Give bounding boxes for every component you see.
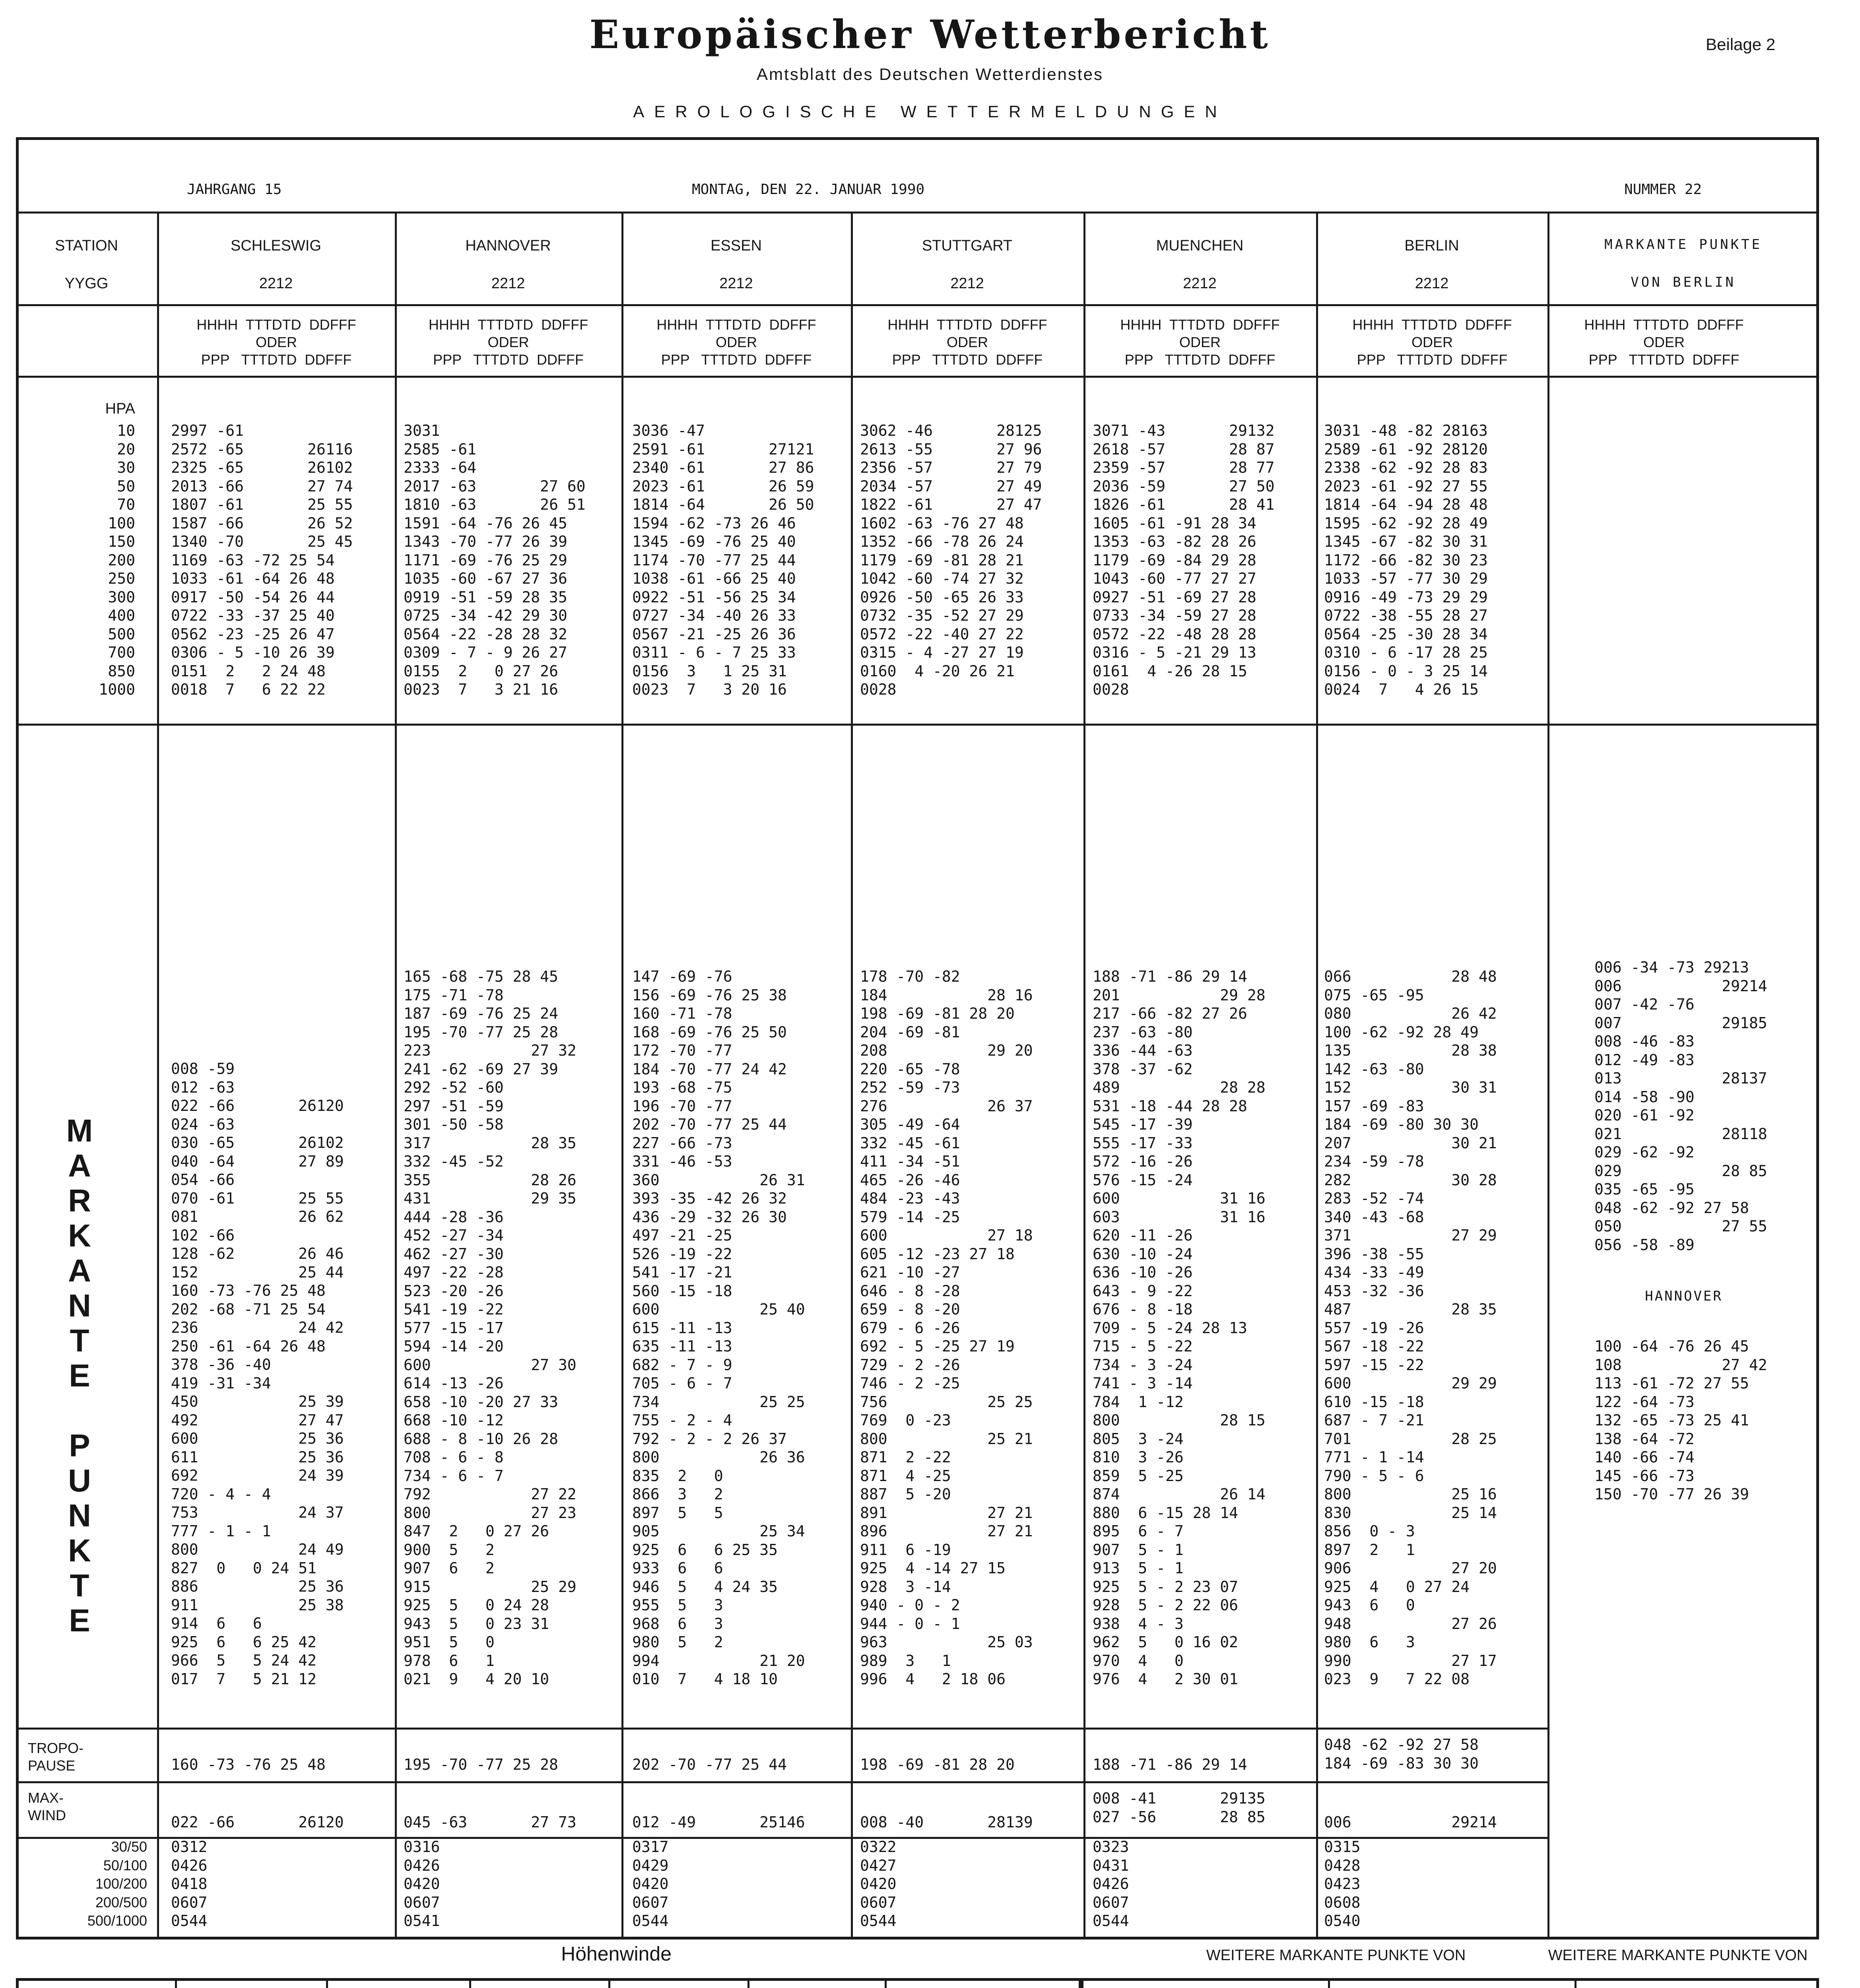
rule [1083,212,1085,1939]
maxwind-berlin: 006 29214 [1324,1813,1497,1831]
col-header: HHHH TTTDTD DDFFF ODER PPP TTTDTD DDFFF [428,316,588,368]
hoehenwinde-title: Höhenwinde [561,1943,672,1965]
maxwind-label: MAX- WIND [28,1790,66,1823]
station-name: MUENCHEN [1156,237,1244,254]
rule [395,212,397,1939]
col-header: HHHH TTTDTD DDFFF ODER PPP TTTDTD DDFFF [887,316,1047,368]
std-schleswig: 2997 -61 2572 -65 26116 2325 -65 26102 2013 -66 27 74 1807 -61 25 55 1587 -66 26 52 1340 -70 25 45 1169 -63 -72 25 54 1033 -61 -64 26 48 0917 -50 -54 26 44 0722 -33 -37 25 40 0562 -23 -25 26 47 0306 - 5 -10 26 39 0151 2 2 24 48 0018 7 6 22 22 [171,422,353,698]
rule [326,1978,328,1988]
std-muenchen: 3071 -43 29132 2618 -57 28 87 2359 -57 28 77 2036 -59 27 50 1826 -61 28 41 1605 -61 -91 28 34 1353 -63 -82 28 26 1179 -69 -84 29 28 1043 -60 -77 27 27 0927 -51 -69 27 28 0733 -34 -59 27 28 0572 -22 -48 28 28 0316 - 5 -21 29 13 0161 4 -26 28 15 0028 [1093,422,1275,698]
yygg-label: YYGG [64,275,109,292]
station-yygg: 2212 [491,275,525,292]
hannover-extra-label: HANNOVER [1645,1288,1723,1304]
rule [1547,212,1549,1939]
shear-stuttgart: 0322 0427 0420 0607 0544 [860,1838,897,1930]
station-yygg: 2212 [1415,275,1449,292]
markante-essen: 147 -69 -76 156 -69 -76 25 38 160 -71 -78 168 -69 -76 25 50 172 -70 -77 184 -70 -77 24 42 193 -68 -75 196 -70 -77 202 -70 -77 25 44 227 -66 -73 331 -46 -53 360 26 31 393 -35 -42 26 32 436 -29 -32 26 30 497 -21 -25 526 -19 -22 541 -17 -21 560 -15 -18 600 25 40 615 -11 -13 635 -11 -13 682 - 7 - 9 705 - 6 - 7 734 25 25 755 - 2 - 4 792 - 2 - 2 26 37 800 26 36 835 2 0 866 3 2 897 5 5 905 25 34 925 6 6 25 35 933 6 6 946 5 4 24 35 955 5 3 968 6 3 980 5 2 994 21 20 010 7 4 18 10 [632,968,805,1688]
hpa-levels: 10 20 30 50 70 100 150 200 250 300 400 500 700 850 1000 [99,422,135,698]
rule [621,212,623,1939]
markante-hannover: 165 -68 -75 28 45 175 -71 -78 187 -69 -76 25 24 195 -70 -77 25 28 223 27 32 241 -62 -69 27 39 292 -52 -60 297 -51 -59 301 -50 -58 317 28 35 332 -45 -52 355 28 26 431 29 35 444 -28 -36 452 -27 -34 462 -27 -30 497 -22 -28 523 -20 -26 541 -19 -22 577 -15 -17 594 -14 -20 600 27 30 614 -13 -26 658 -10 -20 27 33 668 -10 -12 688 - 8 -10 26 28 708 - 6 - 8 734 - 6 - 7 792 27 22 800 27 23 847 2 0 27 26 900 5 2 907 6 2 915 25 29 925 5 0 24 28 943 5 0 23 31 951 5 0 978 6 1 021 9 4 20 10 [404,968,577,1688]
station-name: MARKANTE PUNKTE [1604,237,1763,252]
shear-labels: 30/50 50/100 100/200 200/500 500/1000 [87,1839,147,1929]
weitere-table [1081,1978,1819,1988]
col-header: HHHH TTTDTD DDFFF ODER PPP TTTDTD DDFFF [1120,316,1280,368]
page-title: Europäischer Wetterbericht [589,12,1271,58]
rule [608,1978,610,1988]
shear-essen: 0317 0429 0420 0607 0544 [632,1838,669,1930]
maxwind-muenchen: 008 -41 29135 027 -56 28 85 [1093,1790,1266,1826]
tropo-schleswig: 160 -73 -76 25 48 [171,1756,326,1773]
station-name: STUTTGART [922,237,1013,254]
rule [747,1978,749,1988]
rule [1316,212,1318,1939]
rule [469,1978,471,1988]
rule [851,212,853,1939]
markante-muenchen: 188 -71 -86 29 14 201 29 28 217 -66 -82 27 26 237 -63 -80 336 -44 -63 378 -37 -62 489 28 28 531 -18 -44 28 28 545 -17 -39 555 -17 -33 572 -16 -26 576 -15 -24 600 31 16 603 31 16 620 -11 -26 630 -10 -24 636 -10 -26 643 - 9 -22 676 - 8 -18 709 - 5 -24 28 13 715 - 5 -22 734 - 3 -24 741 - 3 -14 784 1 -12 800 28 15 805 3 -24 810 3 -26 859 5 -25 874 26 14 880 6 -15 28 14 895 6 - 7 907 5 - 1 913 5 - 1 925 5 - 2 23 07 928 5 - 2 22 06 938 4 - 3 962 5 0 16 02 970 4 0 976 4 2 30 01 [1093,968,1266,1688]
rule [175,1978,177,1988]
tropo-essen: 202 -70 -77 25 44 [632,1756,787,1773]
markante-schleswig: 008 -59 012 -63 022 -66 26120 024 -63 030 -65 26102 040 -64 27 89 054 -66 070 -61 25 55 081 26 62 102 -66 128 -62 26 46 152 25 44 160 -73 -76 25 48 202 -68 -71 25 54 236 24 42 250 -61 -64 26 48 378 -36 -40 419 -31 -34 450 25 39 492 27 47 600 25 36 611 25 36 692 24 39 720 - 4 - 4 753 24 37 777 - 1 - 1 800 24 49 827 0 0 24 51 886 25 36 911 25 38 914 6 6 925 6 6 25 42 966 5 5 24 42 017 7 5 21 12 [171,1060,344,1688]
station-label: STATION [54,237,118,254]
markante-hannover-extra: 100 -64 -76 26 45 108 27 42 113 -61 -72 27 55 122 -64 -73 132 -65 -73 25 41 138 -64 -72 140 -66 -74 145 -66 -73 150 -70 -77 26 39 [1594,1338,1767,1503]
markante-von-berlin: 006 -34 -73 29213 006 29214 007 -42 -76 007 29185 008 -46 -83 012 -49 -83 013 28137 014 -58 -90 020 -61 -92 021 28118 029 -62 -92 029 28 85 035 -65 -95 048 -62 -92 27 58 050 27 55 056 -58 -89 [1594,959,1767,1254]
station-name: ESSEN [711,237,762,254]
maxwind-stuttgart: 008 -40 28139 [860,1813,1033,1831]
jahrgang-label: JAHRGANG 15 [187,181,282,198]
weitere-title-right: WEITERE MARKANTE PUNKTE VON [1548,1947,1808,1964]
std-hannover: 3031 2585 -61 2333 -64 2017 -63 27 60 1810 -63 26 51 1591 -64 -76 26 45 1343 -70 -77 26 39 1171 -69 -76 25 29 1035 -60 -67 27 36 0919 -51 -59 28 35 0725 -34 -42 29 30 0564 -22 -28 28 32 0309 - 7 - 9 26 27 0155 2 0 27 26 0023 7 3 21 16 [404,422,586,698]
station-yygg: VON BERLIN [1631,274,1736,290]
station-name: SCHLESWIG [230,237,322,254]
maxwind-schleswig: 022 -66 26120 [171,1813,344,1831]
shear-hannover: 0316 0426 0420 0607 0541 [404,1838,440,1930]
hpa-label: HPA [105,400,135,417]
station-yygg: 2212 [719,275,753,292]
station-yygg: 2212 [259,275,293,292]
markante-punkte-label: M A R K A N T E P U N K T E [66,1113,93,1638]
page-subtitle: Amtsblatt des Deutschen Wetterdienstes [757,65,1103,83]
col-header: HHHH TTTDTD DDFFF ODER PPP TTTDTD DDFFF [656,316,816,368]
weitere-title-left: WEITERE MARKANTE PUNKTE VON [1206,1947,1466,1964]
shear-berlin: 0315 0428 0423 0608 0540 [1324,1838,1361,1930]
rule [157,212,159,1939]
rule [1081,1978,1083,1988]
rule [1575,1978,1577,1988]
tropopause-label: TROPO- PAUSE [28,1740,83,1774]
tropo-hannover: 195 -70 -77 25 28 [404,1756,558,1773]
station-name: BERLIN [1404,237,1459,254]
markante-berlin: 066 28 48 075 -65 -95 080 26 42 100 -62 -92 28 49 135 28 38 142 -63 -80 152 30 31 157 -69 -83 184 -69 -80 30 30 207 30 21 234 -59 -78 282 30 28 283 -52 -74 340 -43 -68 371 27 29 396 -38 -55 434 -33 -49 453 -32 -36 487 28 35 557 -19 -26 567 -18 -22 597 -15 -22 600 29 29 610 -15 -18 687 - 7 -21 701 28 25 771 - 1 -14 790 - 5 - 6 800 25 16 830 25 14 856 0 - 3 897 2 1 906 27 20 925 4 0 27 24 943 6 0 948 27 26 980 6 3 990 27 17 023 9 7 22 08 [1324,968,1497,1688]
std-stuttgart: 3062 -46 28125 2613 -55 27 96 2356 -57 27 79 2034 -57 27 49 1822 -61 27 47 1602 -63 -76 27 48 1352 -66 -78 26 24 1179 -69 -81 28 21 1042 -60 -74 27 32 0926 -50 -65 26 33 0732 -35 -52 27 29 0572 -22 -40 27 22 0315 - 4 -27 27 19 0160 4 -20 26 21 0028 [860,422,1042,698]
station-name: HANNOVER [465,237,551,254]
maxwind-essen: 012 -49 25146 [632,1813,805,1831]
nummer-label: NUMMER 22 [1624,181,1702,198]
shear-schleswig: 0312 0426 0418 0607 0544 [171,1838,208,1930]
tropo-stuttgart: 198 -69 -81 28 20 [860,1756,1015,1773]
maxwind-hannover: 045 -63 27 73 [404,1813,577,1831]
col-header: HHHH TTTDTD DDFFF ODER PPP TTTDTD DDFFF [1352,316,1512,368]
tropo-berlin: 048 -62 -92 27 58 184 -69 -83 30 30 [1324,1736,1479,1772]
col-header: HHHH TTTDTD DDFFF ODER PPP TTTDTD DDFFF [196,316,356,368]
beilage-label: Beilage 2 [1706,35,1776,54]
section-title: AEROLOGISCHE WETTERMELDUNGEN [633,102,1227,121]
col-header: HHHH TTTDTD DDFFF ODER PPP TTTDTD DDFFF [1584,316,1744,368]
shear-muenchen: 0323 0431 0426 0607 0544 [1093,1838,1129,1930]
date-label: MONTAG, DEN 22. JANUAR 1990 [692,181,925,198]
rule [885,1978,887,1988]
std-essen: 3036 -47 2591 -61 27121 2340 -61 27 86 2023 -61 26 59 1814 -64 26 50 1594 -62 -73 26 46 1345 -69 -76 25 40 1174 -70 -77 25 44 1038 -61 -66 25 40 0922 -51 -56 25 34 0727 -34 -40 26 33 0567 -21 -25 26 36 0311 - 6 - 7 25 33 0156 3 1 25 31 0023 7 3 20 16 [632,422,814,698]
station-yygg: 2212 [1183,275,1217,292]
rule [1328,1978,1330,1988]
tropo-muenchen: 188 -71 -86 29 14 [1093,1756,1247,1773]
station-yygg: 2212 [950,275,984,292]
markante-stuttgart: 178 -70 -82 184 28 16 198 -69 -81 28 20 204 -69 -81 208 29 20 220 -65 -78 252 -59 -73 276 26 37 305 -49 -64 332 -45 -61 411 -34 -51 465 -26 -46 484 -23 -43 579 -14 -25 600 27 18 605 -12 -23 27 18 621 -10 -27 646 - 8 -28 659 - 8 -20 679 - 6 -26 692 - 5 -25 27 19 729 - 2 -26 746 - 2 -25 756 25 25 769 0 -23 800 25 21 871 2 -22 871 4 -25 887 5 -20 891 27 21 896 27 21 911 6 -19 925 4 -14 27 15 928 3 -14 940 - 0 - 2 944 - 0 - 1 963 25 03 989 3 1 996 4 2 18 06 [860,968,1033,1688]
std-berlin: 3031 -48 -82 28163 2589 -61 -92 28120 2338 -62 -92 28 83 2023 -61 -92 27 55 1814 -64 -94 28 48 1595 -62 -92 28 49 1345 -67 -82 30 31 1172 -66 -82 30 23 1033 -57 -77 30 29 0916 -49 -73 29 29 0722 -38 -55 28 27 0564 -25 -30 28 34 0310 - 6 -17 28 25 0156 - 0 - 3 25 14 0024 7 4 26 15 [1324,422,1488,698]
